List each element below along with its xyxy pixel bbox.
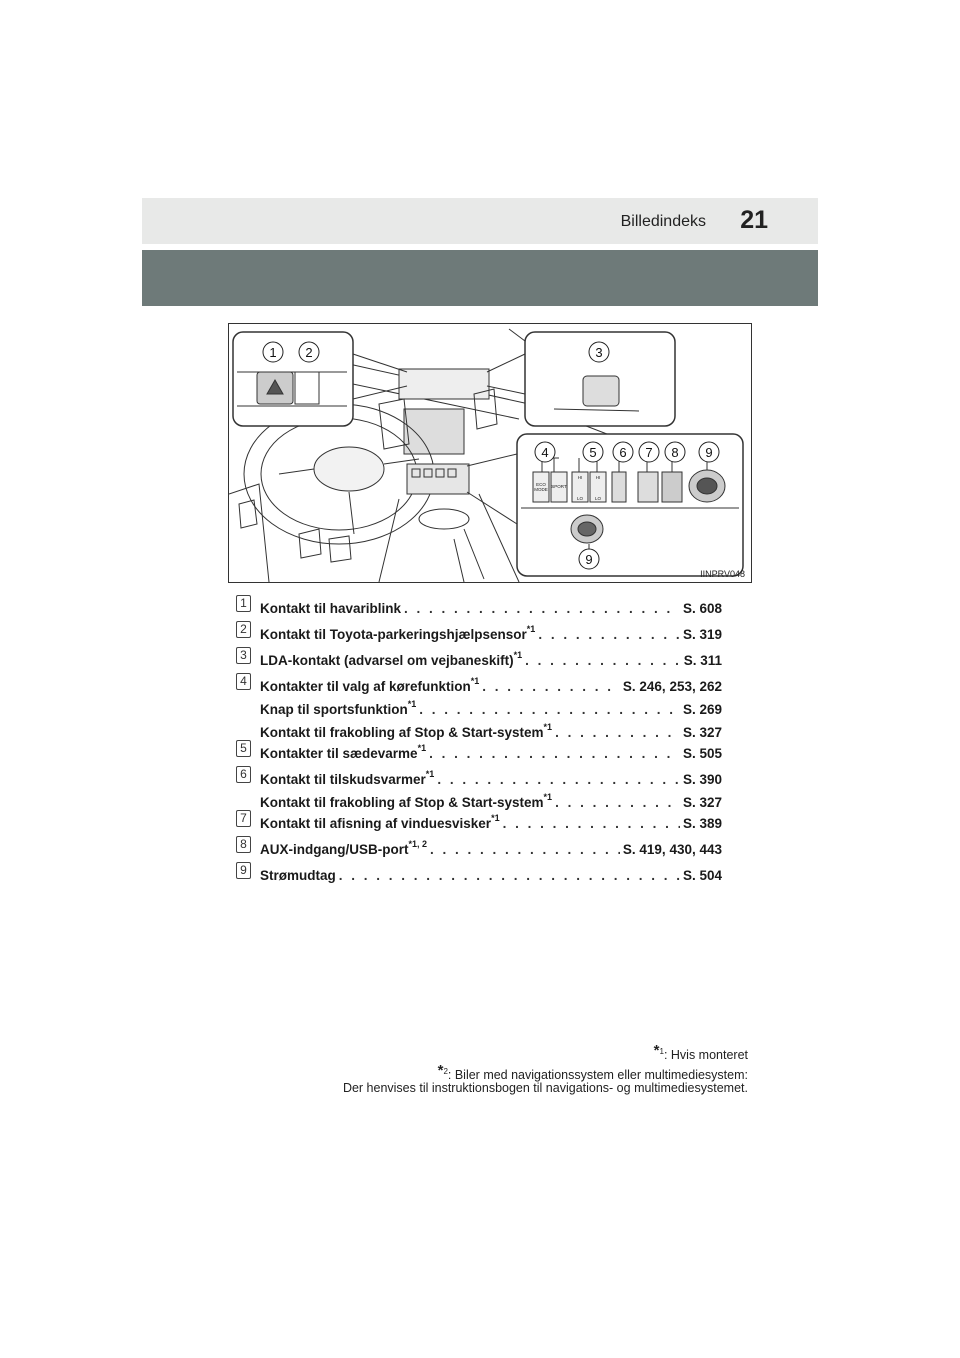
page-reference[interactable]: S. 419, 430, 443 — [622, 842, 722, 857]
footnote-2: *$^2$: Biler med navigationssystem eller multimediesystem: — [437, 1062, 748, 1082]
footnote-ref: *1 — [543, 792, 553, 802]
page-reference[interactable]: S. 505 — [682, 746, 722, 761]
list-item — [236, 834, 722, 857]
footnote-2-line2: Der henvises til instruktionsbogen til navigations- og multimediesystemet. — [342, 1081, 748, 1095]
leader-dots — [503, 816, 680, 831]
eco-mode-label: ECO — [536, 482, 546, 487]
page-number: 21 — [740, 206, 768, 234]
callout-8: 8 — [671, 445, 679, 460]
callout-9: 9 — [705, 445, 713, 460]
item-line — [260, 717, 722, 740]
footnote-1: *$^1$: Hvis monteret — [653, 1042, 748, 1062]
page-reference[interactable]: S. 327 — [682, 795, 722, 810]
svg-text:LO: LO — [594, 496, 602, 501]
item-number-badge: 5 — [236, 740, 251, 757]
leader-dots — [430, 842, 620, 857]
footnote-ref: *1 — [513, 650, 523, 660]
leader-dots — [482, 679, 620, 694]
svg-text:MODE: MODE — [534, 487, 548, 492]
list-item — [236, 860, 722, 883]
leader-dots — [404, 601, 680, 616]
footnote-ref: *1 — [407, 699, 417, 709]
list-item — [236, 645, 722, 668]
item-line — [260, 694, 722, 717]
item-line — [260, 834, 722, 857]
item-label: Kontakter til sædevarme$^{*1}$ — [260, 743, 427, 761]
item-number-badge: 6 — [236, 766, 251, 783]
page-reference[interactable]: S. 390 — [682, 772, 722, 787]
item-line — [260, 593, 722, 616]
item-label: Kontakt til Toyota-parkeringshjælpsensor$^{*1}$ — [260, 624, 536, 642]
footnote-ref: *1 — [417, 743, 427, 753]
leader-dots — [339, 868, 680, 883]
sport-label: SPORT — [551, 484, 567, 489]
item-number-badge: 9 — [236, 862, 251, 879]
item-label: Kontakter til valg af kørefunktion$^{*1}$ — [260, 676, 480, 694]
item-label: Kontakt til frakobling af Stop & Start-system$^{*1}$ — [260, 792, 553, 810]
page-reference[interactable]: S. 246, 253, 262 — [622, 679, 722, 694]
item-label: Kontakt til tilskudsvarmer$^{*1}$ — [260, 769, 435, 787]
callout-2: 2 — [305, 345, 313, 360]
item-number-badge: 8 — [236, 836, 251, 853]
callout-3: 3 — [595, 345, 603, 360]
footnote-ref: *1, 2 — [408, 839, 427, 849]
footnote-ref: *1 — [470, 676, 480, 686]
callout-5: 5 — [589, 445, 597, 460]
item-line — [260, 645, 722, 668]
item-line — [260, 619, 722, 642]
section-title: Billedindeks — [620, 213, 706, 230]
page-reference[interactable]: S. 319 — [682, 627, 722, 642]
leader-dots — [538, 627, 680, 642]
dashboard-illustration — [228, 323, 752, 583]
leader-dots — [429, 746, 680, 761]
item-line — [260, 787, 722, 810]
page-header — [142, 198, 818, 244]
page-reference[interactable]: S. 269 — [682, 702, 722, 717]
item-number-badge: 7 — [236, 810, 251, 827]
callout-6: 6 — [619, 445, 627, 460]
svg-text:HI: HI — [577, 475, 583, 480]
footnote-ref: *1 — [491, 813, 500, 823]
list-item — [236, 619, 722, 642]
list-item — [236, 738, 722, 761]
item-number-badge: 3 — [236, 647, 251, 664]
item-line — [260, 671, 722, 694]
leader-dots — [437, 772, 680, 787]
callout-7: 7 — [645, 445, 653, 460]
item-label: Kontakt til havariblink — [260, 601, 402, 616]
item-label: Strømudtag — [260, 868, 336, 883]
list-item — [236, 593, 722, 616]
callout-9-lower: 9 — [585, 552, 593, 567]
item-line — [260, 808, 722, 831]
leader-dots — [419, 702, 680, 717]
list-item — [236, 764, 722, 810]
callout-4: 4 — [541, 445, 549, 460]
item-label: Knap til sportsfunktion$^{*1}$ — [260, 699, 417, 717]
page-reference[interactable]: S. 608 — [682, 601, 722, 616]
item-label: AUX-indgang/USB-port$^{*1, 2}$ — [260, 839, 427, 857]
page-reference[interactable]: S. 389 — [682, 816, 722, 831]
page-reference[interactable]: S. 327 — [682, 725, 722, 740]
footnote-ref: *1 — [543, 722, 553, 732]
header-band — [142, 250, 818, 306]
item-line — [260, 860, 722, 883]
svg-text:LO: LO — [576, 496, 584, 501]
callout-1: 1 — [269, 345, 277, 360]
leader-dots — [525, 653, 681, 668]
item-label: LDA-kontakt (advarsel om vejbaneskift)$^{*1}$ — [260, 650, 523, 668]
dashboard-drawing — [229, 324, 751, 582]
illustration-code: IINPRV048 — [700, 569, 745, 579]
item-label: Kontakt til afisning af vinduesvisker$^{*1}$ — [260, 813, 500, 831]
item-line — [260, 738, 722, 761]
list-item — [236, 671, 722, 740]
page-reference[interactable]: S. 504 — [682, 868, 722, 883]
item-number-badge: 1 — [236, 595, 251, 612]
svg-text:HI: HI — [595, 475, 601, 480]
item-number-badge: 4 — [236, 673, 251, 690]
list-item — [236, 808, 722, 831]
footnote-ref: *1 — [425, 769, 435, 779]
item-line — [260, 764, 722, 787]
item-label: Kontakt til frakobling af Stop & Start-system$^{*1}$ — [260, 722, 553, 740]
footnote-ref: *1 — [526, 624, 536, 634]
page-reference[interactable]: S. 311 — [683, 653, 722, 668]
item-number-badge: 2 — [236, 621, 251, 638]
